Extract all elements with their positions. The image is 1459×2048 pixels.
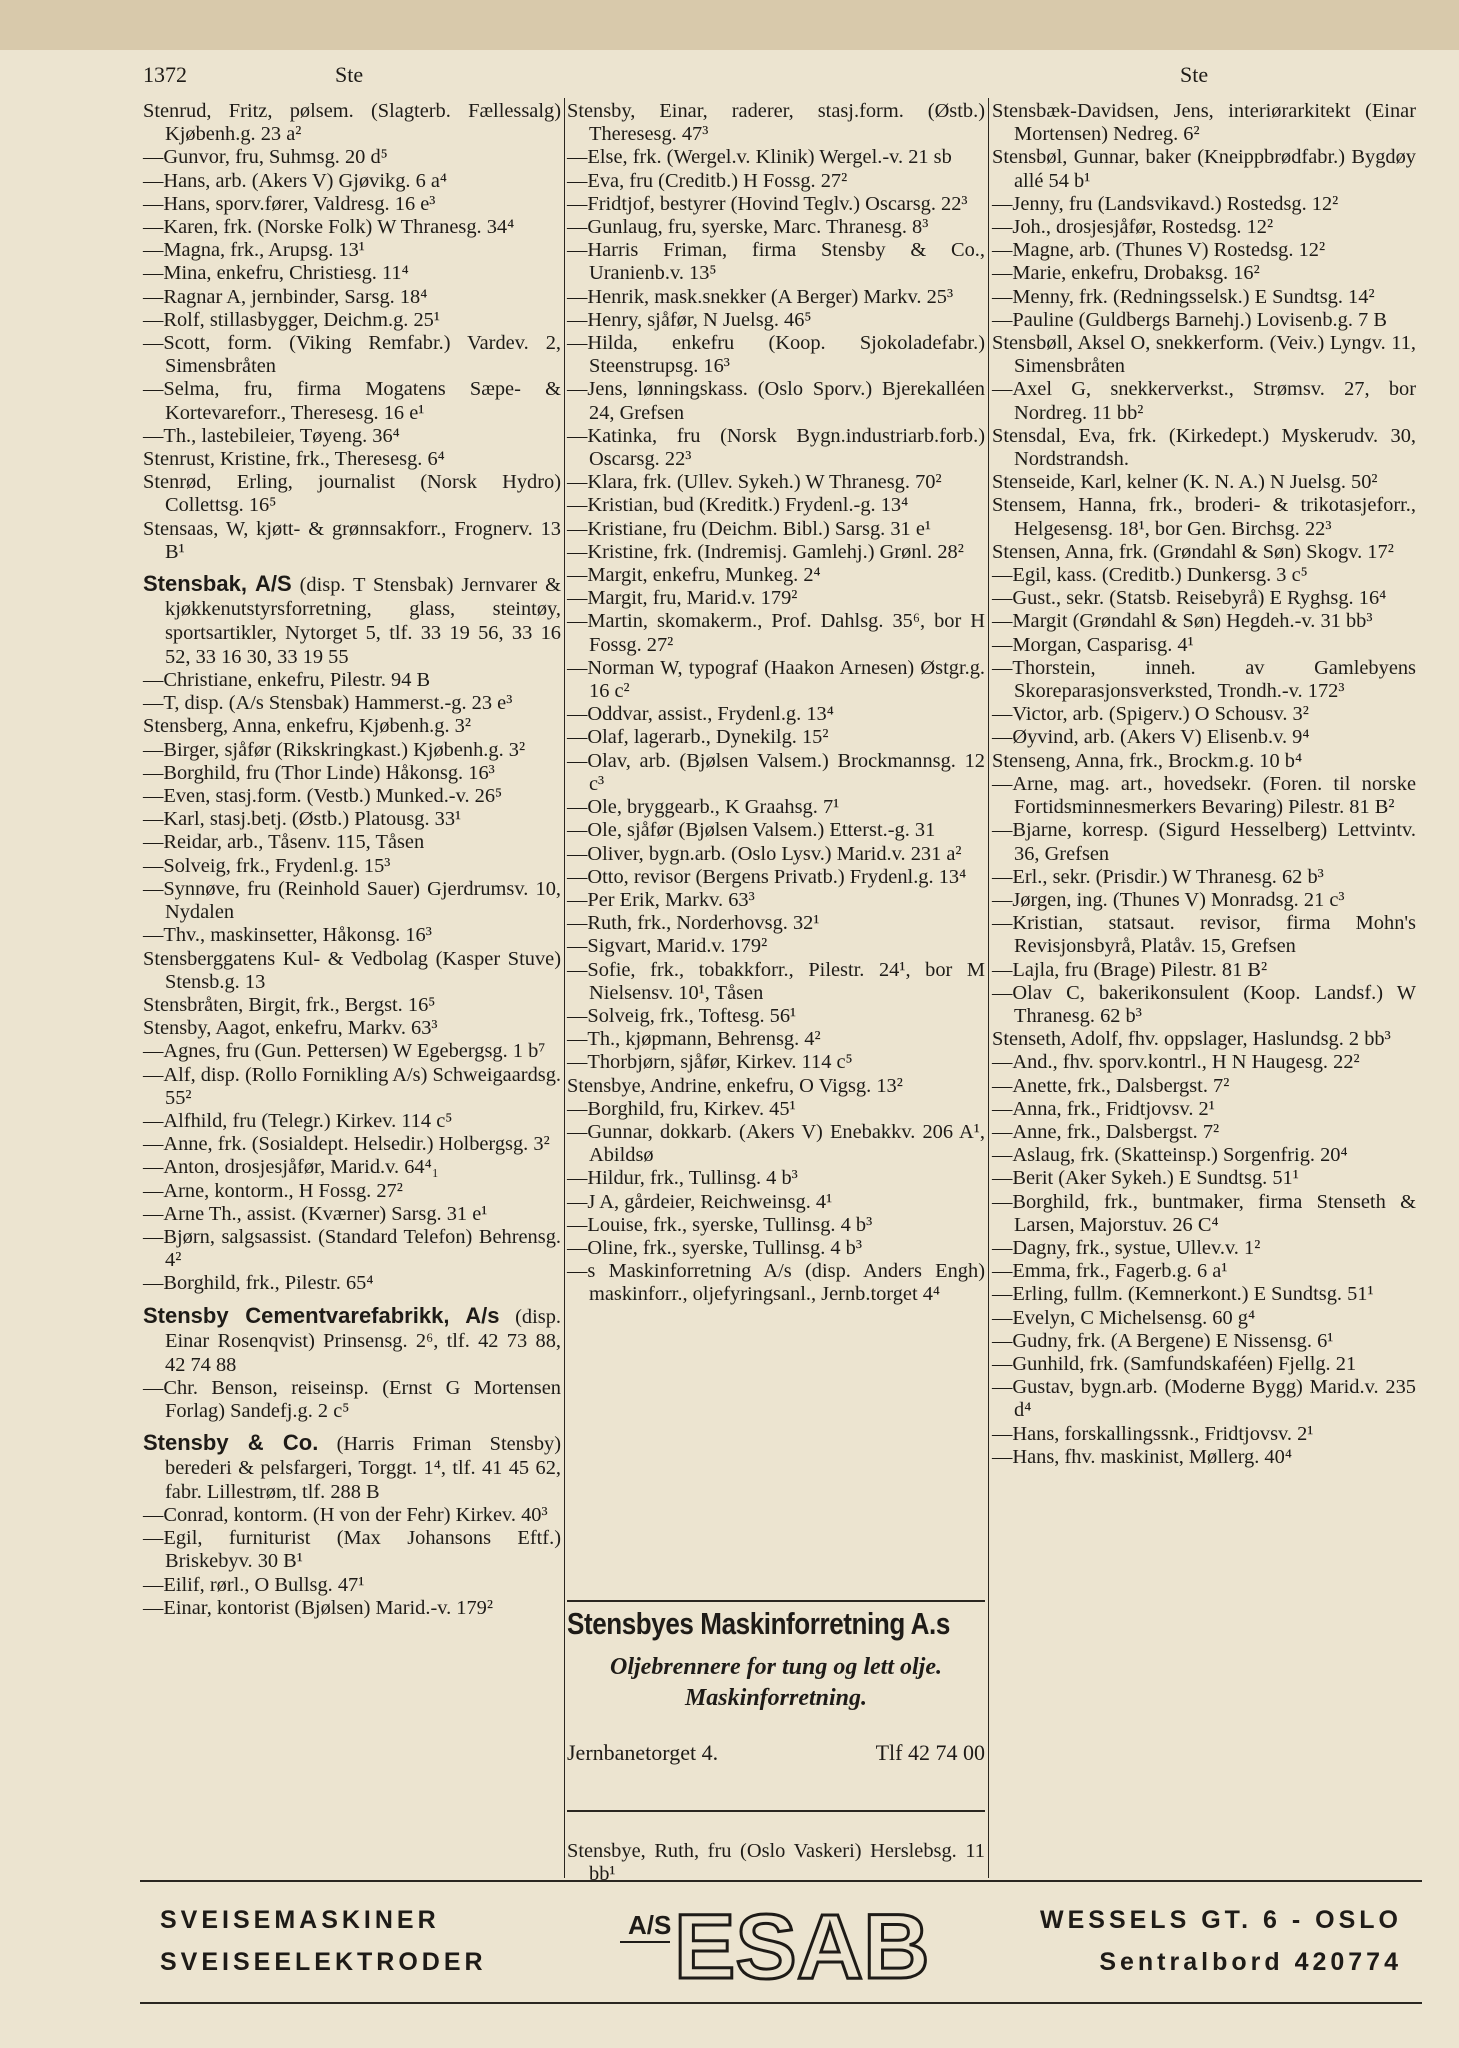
directory-entry: —Jenny, fru (Landsvikavd.) Rostedsg. 12² (992, 192, 1339, 215)
directory-entry: —Christiane, enkefru, Pilestr. 94 B (143, 669, 431, 692)
directory-entry: Stensaas, W, kjøtt- & grønnsakforr., Frognerv. 13 B¹ (143, 517, 561, 563)
directory-entry: —Hans, forskallingssnk., Fridtjovsv. 2¹ (992, 1422, 1314, 1445)
directory-entry: Stensby, Aagot, enkefru, Markv. 63³ (143, 1017, 438, 1040)
directory-entry: —Karl, stasj.betj. (Østb.) Platousg. 33¹ (143, 808, 462, 831)
directory-entry: —Conrad, kontorm. (H von der Fehr) Kirkev. 40³ (143, 1503, 548, 1526)
directory-entry: Stenrud, Fritz, pølsem. (Slagterb. Fællessalg) Kjøbenh.g. 23 a² (143, 100, 561, 146)
banner-right-line-2: Sentralbord 420774 (1099, 1948, 1402, 1976)
directory-entry: Stenrust, Kristine, frk., Theresesg. 6⁴ (143, 448, 445, 471)
directory-entry: —Kristine, frk. (Indremisj. Gamlehj.) Grønl. 28² (567, 540, 964, 563)
directory-entry: —Gust., sekr. (Statsb. Reisebyrå) E Ryghsg. 16⁴ (992, 587, 1387, 610)
directory-entry: Stensbråten, Birgit, frk., Bergst. 16⁵ (143, 993, 436, 1016)
directory-entry: —Alf, disp. (Rollo Fornikling A/s) Schweigaardsg. 55² (143, 1063, 561, 1109)
directory-entry: —Egil, furniturist (Max Johansons Eftf.) Briskebyv. 30 B¹ (143, 1527, 561, 1573)
directory-entry: —Hans, fhv. maskinist, Møllerg. 40⁴ (992, 1445, 1292, 1468)
directory-entry: —Arne, mag. art., hovedsekr. (Foren. til norske Fortidsminnesmerkers Bevaring) Pilestr. 81 B² (992, 772, 1416, 819)
directory-entry: —Margit, enkefru, Munkeg. 2⁴ (567, 564, 821, 587)
directory-entry: —Hans, sporv.fører, Valdresg. 16 e³ (143, 192, 436, 215)
directory-entry: —T, disp. (A/s Stensbak) Hammerst.-g. 23 e³ (143, 692, 513, 715)
directory-entry: —Gunvor, fru, Suhmsg. 20 d⁵ (143, 146, 388, 169)
directory-entry: —Bjarne, korresp. (Sigurd Hesselberg) Lettvintv. 36, Grefsen (992, 819, 1416, 865)
directory-entry: —Menny, frk. (Redningsselsk.) E Sundtsg. 14² (992, 285, 1375, 308)
ad-title: Stensbyes Maskinforretning A.s (567, 1606, 950, 1641)
directory-entry: —Emma, frk., Fagerb.g. 6 a¹ (992, 1260, 1228, 1283)
directory-entry: —Aslaug, frk. (Skatteinsp.) Sorgenfrig. 20⁴ (992, 1144, 1348, 1167)
banner-left-line-2: SVEISEELEKTRODER (160, 1948, 487, 1976)
directory-entry: Stenrød, Erling, journalist (Norsk Hydro) Collettsg. 16⁵ (143, 471, 561, 517)
running-head-right: Ste (1180, 62, 1209, 87)
directory-entry: —Olav, arb. (Bjølsen Valsem.) Brockmannsg. 12 c³ (567, 749, 985, 795)
directory-entry: —Gudny, frk. (A Bergene) E Nissensg. 6¹ (992, 1329, 1334, 1352)
directory-entry: —Berit (Aker Sykeh.) E Sundtsg. 51¹ (992, 1167, 1299, 1190)
directory-entry: —Olaf, lagerarb., Dynekilg. 15² (567, 726, 829, 749)
page-number: 1372 (143, 62, 187, 87)
directory-entry: —Rolf, stillasbygger, Deichm.g. 25¹ (143, 308, 440, 331)
directory-entry: —Jørgen, ing. (Thunes V) Monradsg. 21 c³ (992, 888, 1345, 911)
directory-entry: —Margit, fru, Marid.v. 179² (567, 587, 798, 610)
directory-entry: —Hilda, enkefru (Koop. Sjokoladefabr.) Steenstrupsg. 16³ (567, 332, 985, 378)
directory-entry: —Thv., maskinsetter, Håkonsg. 16³ (143, 924, 432, 947)
directory-entry: —Henry, sjåfør, N Juelsg. 46⁵ (567, 308, 812, 331)
directory-entry: —Per Erik, Markv. 63³ (567, 888, 755, 911)
directory-entry: —Gunlaug, fru, syerske, Marc. Thranesg. 8³ (567, 216, 929, 239)
directory-entry: —Selma, fru, firma Mogatens Sæpe- & Kortevareforr., Theresesg. 16 e¹ (143, 378, 561, 424)
directory-entry: —Victor, arb. (Spigerv.) O Schousv. 3² (992, 703, 1309, 726)
directory-entry: —Anne, frk. (Sosialdept. Helsedir.) Holbergsg. 3² (143, 1133, 550, 1156)
directory-entry: —Pauline (Guldbergs Barnehj.) Lovisenb.g. 7 B (992, 308, 1387, 331)
entry-stensby-co: Stensby & Co. (Harris Friman Stensby) berederi & pelsfargeri, Torggt. 1⁴, tlf. 41 45 62, fabr. Lillestrøm, tlf. 288 B (143, 1429, 561, 1503)
directory-entry: —Oddvar, assist., Frydenl.g. 13⁴ (567, 703, 834, 726)
directory-entry: Stenseide, Karl, kelner (K. N. A.) N Juelsg. 50² (992, 471, 1378, 494)
directory-entry: Stensem, Hanna, frk., broderi- & trikotasjeforr., Helgesensg. 18¹, bor Gen. Birchsg. 22³ (992, 494, 1416, 540)
directory-entry: —Even, stasj.form. (Vestb.) Munked.-v. 26⁵ (143, 785, 503, 808)
directory-entry: —And., fhv. sporv.kontrl., H N Haugesg. 22² (992, 1051, 1360, 1074)
directory-entry: —Kristian, statsaut. revisor, firma Mohn's Revisjonsbyrå, Platåv. 15, Grefsen (992, 912, 1416, 958)
directory-entry: Stensbæk-Davidsen, Jens, interiørarkitekt (Einar Mortensen) Nedreg. 6² (992, 100, 1416, 146)
directory-entry: —Katinka, fru (Norsk Bygn.industriarb.forb.) Oscarsg. 22³ (567, 424, 985, 471)
directory-entry: —Harris Friman, firma Stensby & Co., Uranienb.v. 13⁵ (567, 239, 985, 285)
running-head-left: Ste (335, 62, 364, 87)
directory-entry: —Marie, enkefru, Drobaksg. 16² (992, 262, 1260, 285)
directory-entry: —Borghild, frk., Pilestr. 65⁴ (143, 1272, 374, 1295)
directory-entry: —Sofie, frk., tobakkforr., Pilestr. 24¹, bor M Nielsensv. 10¹, Tåsen (567, 958, 985, 1004)
directory-entry: —Henrik, mask.snekker (A Berger) Markv. 25³ (567, 285, 954, 308)
directory-entry: —Fridtjof, bestyrer (Hovind Teglv.) Oscarsg. 22³ (567, 192, 968, 215)
ad-top-rule (567, 1600, 985, 1602)
directory-entry: —Klara, frk. (Ullev. Sykeh.) W Thranesg. 70² (567, 471, 942, 494)
directory-entry: —Ole, bryggearb., K Graahsg. 7¹ (567, 796, 840, 819)
directory-entry: —Gustav, bygn.arb. (Moderne Bygg) Marid.v. 235 d⁴ (992, 1376, 1416, 1422)
directory-entry: —s Maskinforretning A/s (disp. Anders Engh) maskinforr., oljefyringsanl., Jernb.torget 4⁴ (567, 1260, 985, 1306)
directory-entry: —Karen, frk. (Norske Folk) W Thranesg. 34⁴ (143, 216, 515, 239)
directory-entry: —Reidar, arb., Tåsenv. 115, Tåsen (143, 831, 425, 854)
directory-entry: —Ragnar A, jernbinder, Sarsg. 18⁴ (143, 285, 428, 308)
directory-entry: —Lajla, fru (Brage) Pilestr. 81 B² (992, 958, 1268, 981)
directory-entry: Stensbye, Ruth, fru (Oslo Vaskeri) Herslebsg. 11 bb¹ (567, 1840, 985, 1886)
directory-entry: —Norman W, typograf (Haakon Arnesen) Østgr.g. 16 c² (567, 656, 985, 703)
directory-entry: —Einar, kontorist (Bjølsen) Marid.-v. 179² (143, 1596, 493, 1619)
banner-right-line-1: WESSELS GT. 6 - OSLO (1040, 1906, 1402, 1934)
directory-entry: —Agnes, fru (Gun. Pettersen) W Egebergsg. 1 b⁷ (143, 1040, 546, 1063)
directory-entry: —Solveig, frk., Toftesg. 56¹ (567, 1004, 797, 1027)
esab-banner (140, 1880, 1422, 2004)
directory-entry: —Anton, drosjesjåfør, Marid.v. 64⁴₁ (143, 1156, 439, 1179)
entry-stensbak: Stensbak, A/S (disp. T Stensbak) Jernvarer & kjøkkenutstyrsforretning, glass, steintøy, sportsartikler, Nytorget 5, tlf. 33 19 56, 33 16 52, 33 16 30, 33 19 55 (143, 571, 561, 669)
directory-entry: Stensberggatens Kul- & Vedbolag (Kasper Stuve) Stensb.g. 13 (143, 947, 561, 993)
directory-entry: —J A, gårdeier, Reichweinsg. 4¹ (567, 1190, 833, 1213)
directory-entry: —Gunnar, dokkarb. (Akers V) Enebakkv. 206 A¹, Abildsø (567, 1120, 985, 1167)
ad-line-2: Maskinforretning. (684, 1685, 868, 1711)
directory-entry: Stenseng, Anna, frk., Brockm.g. 10 b⁴ (992, 749, 1303, 772)
logo-big-text: ESAB (674, 1896, 930, 1990)
directory-entry: —Kristiane, fru (Deichm. Bibl.) Sarsg. 31 e¹ (567, 517, 932, 540)
directory-entry: —Thorstein, inneh. av Gamlebyens Skoreparasjonsverksted, Trondh.-v. 172³ (992, 656, 1416, 703)
directory-entry: —Olav C, bakerikonsulent (Koop. Landsf.) W Thranesg. 62 b³ (992, 981, 1416, 1027)
ad-phone: Tlf 42 74 00 (875, 1740, 985, 1765)
directory-entry: —Borghild, fru, Kirkev. 45¹ (567, 1097, 796, 1120)
directory-entry: Stensbøll, Aksel O, snekkerform. (Veiv.) Lyngv. 11, Simensbråten (992, 332, 1416, 378)
directory-entry: Stensdal, Eva, frk. (Kirkedept.) Myskerudv. 30, Nordstrandsh. (992, 424, 1416, 471)
column-1 (143, 100, 561, 1620)
directory-entry: —Mina, enkefru, Christiesg. 11⁴ (143, 262, 409, 285)
esab-logo (610, 1894, 1040, 1990)
directory-entry: —Alfhild, fru (Telegr.) Kirkev. 114 c⁵ (143, 1109, 453, 1132)
directory-entry: Stensbøl, Gunnar, baker (Kneippbrødfabr.) Bygdøy allé 54 b¹ (992, 146, 1416, 192)
ad-line-1: Oljebrennere for tung og lett olje. (610, 1654, 942, 1680)
directory-entry: —Anette, frk., Dalsbergst. 7² (992, 1074, 1230, 1097)
banner-left-line-1: SVEISEMASKINER (160, 1906, 440, 1934)
directory-entry: —Erling, fullm. (Kemnerkont.) E Sundtsg. 51¹ (992, 1283, 1374, 1306)
directory-entry: Stensen, Anna, frk. (Grøndahl & Søn) Skogv. 17² (992, 540, 1394, 563)
directory-entry: —Synnøve, fru (Reinhold Sauer) Gjerdrumsv. 10, Nydalen (143, 877, 561, 924)
directory-entry: —Thorbjørn, sjåfør, Kirkev. 114 c⁵ (567, 1051, 853, 1074)
directory-entry: —Gunhild, frk. (Samfundskaféen) Fjellg. 21 (992, 1352, 1357, 1375)
directory-entry: —Scott, form. (Viking Remfabr.) Vardev. 2, Simensbråten (143, 332, 561, 378)
ad-bottom-rule (567, 1810, 985, 1812)
directory-entry: —Jens, lønningskass. (Oslo Sporv.) Bjerekalléen 24, Grefsen (567, 378, 985, 424)
advertisement-stensbyes (567, 1600, 985, 1812)
directory-entry: —Eva, fru (Creditb.) H Fossg. 27² (567, 169, 848, 192)
directory-entry: —Margit (Grøndahl & Søn) Hegdeh.-v. 31 bb³ (992, 610, 1373, 633)
directory-entry: Stensby, Einar, raderer, stasj.form. (Østb.) Theresesg. 47³ (567, 100, 985, 146)
directory-entry: —Joh., drosjesjåfør, Rostedsg. 12² (992, 216, 1274, 239)
directory-entry: —Kristian, bud (Kreditk.) Frydenl.-g. 13⁴ (567, 494, 909, 517)
directory-entry: —Dagny, frk., systue, Ullev.v. 1² (992, 1236, 1261, 1259)
directory-entry: —Birger, sjåfør (Rikskringkast.) Kjøbenh.g. 3² (143, 738, 526, 761)
directory-entry: —Bjørn, salgsassist. (Standard Telefon) Behrensg. 4² (143, 1225, 561, 1272)
directory-entry: —Arne, kontorm., H Fossg. 27² (143, 1179, 403, 1202)
directory-entry: —Chr. Benson, reiseinsp. (Ernst G Mortensen Forlag) Sandefj.g. 2 c⁵ (143, 1376, 561, 1422)
directory-entry: —Sigvart, Marid.v. 179² (567, 935, 768, 958)
directory-entry: —Oline, frk., syerske, Tullinsg. 4 b³ (567, 1236, 862, 1259)
directory-entry: —Erl., sekr. (Prisdir.) W Thranesg. 62 b³ (992, 865, 1324, 888)
directory-entry: —Borghild, fru (Thor Linde) Håkonsg. 16³ (143, 761, 495, 784)
directory-entry: —Eilif, rørl., O Bullsg. 47¹ (143, 1573, 365, 1596)
column-2 (567, 100, 985, 1307)
directory-entry: —Solveig, frk., Frydenl.g. 15³ (143, 854, 391, 877)
directory-entry: —Morgan, Casparisg. 4¹ (992, 633, 1194, 656)
directory-entry: —Anne, frk., Dalsbergst. 7² (992, 1120, 1220, 1143)
directory-entry: —Louise, frk., syerske, Tullinsg. 4 b³ (567, 1213, 873, 1236)
column-rule-2 (988, 98, 989, 1878)
directory-entry: —Martin, skomakerm., Prof. Dahlsg. 35⁶, bor H Fossg. 27² (567, 610, 985, 656)
directory-entry: —Else, frk. (Wergel.v. Klinik) Wergel.-v. 21 sb (567, 146, 952, 169)
directory-entry: —Arne Th., assist. (Kværner) Sarsg. 31 e¹ (143, 1202, 488, 1225)
logo-small-text: A/S (628, 1910, 672, 1940)
directory-entry: —Ole, sjåfør (Bjølsen Valsem.) Etterst.-g. 31 (567, 819, 936, 842)
directory-entry: —Øyvind, arb. (Akers V) Elisenb.v. 9⁴ (992, 726, 1310, 749)
directory-entry: Stensbye, Andrine, enkefru, O Vigsg. 13² (567, 1074, 903, 1097)
directory-entry: —Th., lastebileier, Tøyeng. 36⁴ (143, 424, 400, 447)
directory-entry: Stenseth, Adolf, fhv. oppslager, Haslundsg. 2 bb³ (992, 1028, 1391, 1051)
directory-entry: —Ruth, frk., Norderhovsg. 32¹ (567, 912, 820, 935)
column-3 (992, 100, 1416, 1469)
directory-entry: —Hildur, frk., Tullinsg. 4 b³ (567, 1167, 798, 1190)
directory-entry: —Oliver, bygn.arb. (Oslo Lysv.) Marid.v. 231 a² (567, 842, 962, 865)
directory-entry: —Hans, arb. (Akers V) Gjøvikg. 6 a⁴ (143, 169, 448, 192)
ad-address: Jernbanetorget 4. (567, 1740, 719, 1765)
directory-entry: —Borghild, frk., buntmaker, firma Stenseth & Larsen, Majorstuv. 26 C⁴ (992, 1190, 1416, 1236)
directory-entry: —Magna, frk., Arupsg. 13¹ (143, 239, 365, 262)
directory-entry: —Evelyn, C Michelsensg. 60 g⁴ (992, 1306, 1256, 1329)
directory-entry: —Axel G, snekkerverkst., Strømsv. 27, bor Nordreg. 11 bb² (992, 378, 1416, 424)
directory-entry: —Otto, revisor (Bergens Privatb.) Frydenl.g. 13⁴ (567, 865, 967, 888)
directory-entry: —Magne, arb. (Thunes V) Rostedsg. 12² (992, 239, 1326, 262)
directory-entry: Stensberg, Anna, enkefru, Kjøbenh.g. 3² (143, 715, 471, 738)
entry-stensby-cement: Stensby Cementvarefabrikk, A/s (disp. Einar Rosenqvist) Prinsensg. 2⁶, tlf. 42 73 88, 42 74 88 (143, 1302, 562, 1376)
column-rule-1 (564, 98, 565, 1878)
directory-entry: —Anna, frk., Fridtjovsv. 2¹ (992, 1097, 1215, 1120)
directory-entry: —Egil, kass. (Creditb.) Dunkersg. 3 c⁵ (992, 564, 1308, 587)
directory-entry: —Th., kjøpmann, Behrensg. 4² (567, 1028, 821, 1051)
